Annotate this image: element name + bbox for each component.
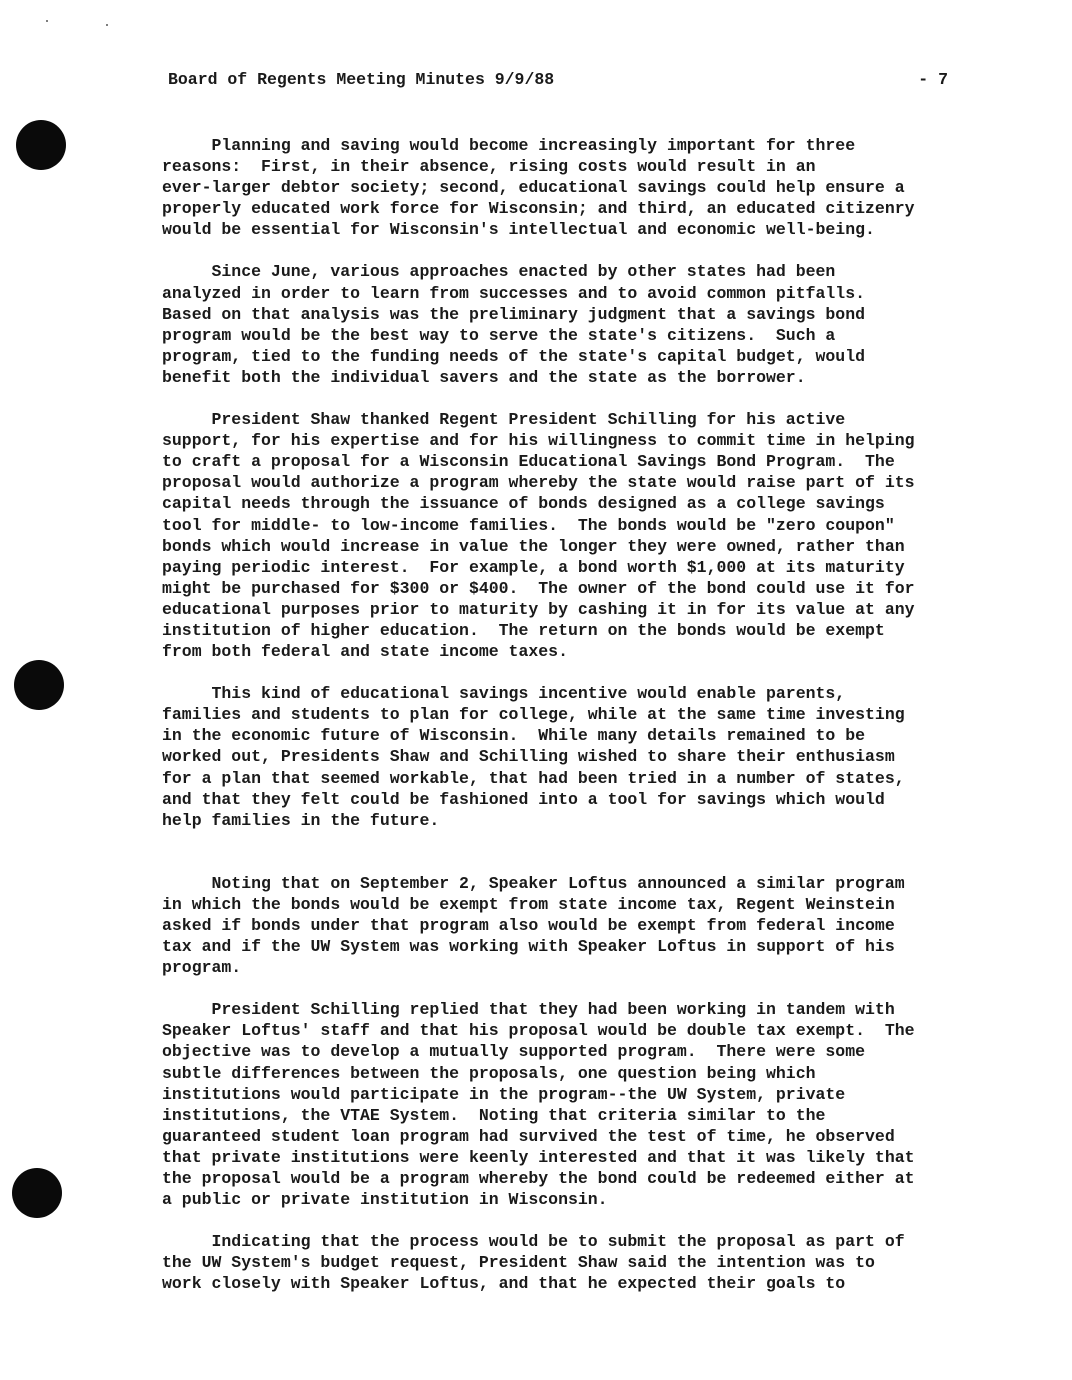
scan-speck	[46, 20, 48, 22]
page-number: - 7	[918, 70, 948, 89]
paragraph-regent-weinstein: Noting that on September 2, Speaker Loftus announced a similar program in which the bonds would be exempt from state income tax, Regent Weinstein asked if bonds under that program also would be exempt from federal income tax and if the UW System was working with Speaker Loftus in support of his program.	[162, 873, 905, 978]
paragraph-president-schilling: President Schilling replied that they had been working in tandem with Speaker Loftus' staff and that his proposal would be double tax exempt. The objective was to develop a mutually supported program. There were some subtle differences between the proposals, one question being which institutions would participate in the program--the UW System, private institutions, the VTAE System. Noting that criteria similar to the guaranteed student loan program had survived the test of time, he observed that private institutions were keenly interested and that it was likely that the proposal would be a program whereby the bond could be redeemed either at a public or private institution in Wisconsin.	[162, 1000, 915, 1210]
paragraph-planning-saving: Planning and saving would become increasingly important for three reasons: First, in their absence, rising costs would result in an ever-larger debtor society; second, educational savings could help ensure a properly educated work force for Wisconsin; and third, an educated citizenry would be essential for Wisconsin's intellectual and economic well-being.	[162, 136, 915, 240]
paragraph-savings-incentive: This kind of educational savings incentive would enable parents, families and students to plan for college, while at the same time investing in the economic future of Wisconsin. While many details remained to be worked out, Presidents Shaw and Schilling wished to share their enthusiasm for a plan that seemed workable, that had been tried in a number of states, and that they felt could be fashioned into a tool for savings which would help families in the future.	[162, 684, 905, 830]
document-body	[162, 135, 982, 1295]
punch-hole	[16, 120, 66, 170]
paragraph-president-shaw: President Shaw thanked Regent President Schilling for his active support, for his expertise and for his willingness to commit time in helping to craft a proposal for a Wisconsin Educational Savings Bond Program. The proposal would authorize a program whereby the state would raise part of its capital needs through the issuance of bonds designed as a college savings tool for middle- to low-income families. The bonds would be "zero coupon" bonds which would increase in value the longer they were owned, rather than paying periodic interest. For example, a bond worth $1,000 at its maturity might be purchased for $300 or $400. The owner of the bond could use it for educational purposes prior to maturity by cashing it in for its value at any institution of higher education. The return on the bonds would be exempt from both federal and state income taxes.	[162, 410, 915, 662]
punch-hole	[14, 660, 64, 710]
paragraph-since-june: Since June, various approaches enacted by other states had been analyzed in order to learn from successes and to avoid common pitfalls. Based on that analysis was the preliminary judgment that a savings bond program would be the best way to serve the state's citizens. Such a program, tied to the funding needs of the state's capital budget, would benefit both the individual savers and the state as the borrower.	[162, 262, 866, 387]
paragraph-budget-request: Indicating that the process would be to submit the proposal as part of the UW System's budget request, President Shaw said the intention was to work closely with Speaker Loftus, and that he expected their goals to	[162, 1232, 905, 1294]
page-header	[168, 70, 948, 94]
punch-hole	[12, 1168, 62, 1218]
header-title: Board of Regents Meeting Minutes 9/9/88	[168, 70, 555, 89]
scan-speck	[106, 24, 108, 26]
